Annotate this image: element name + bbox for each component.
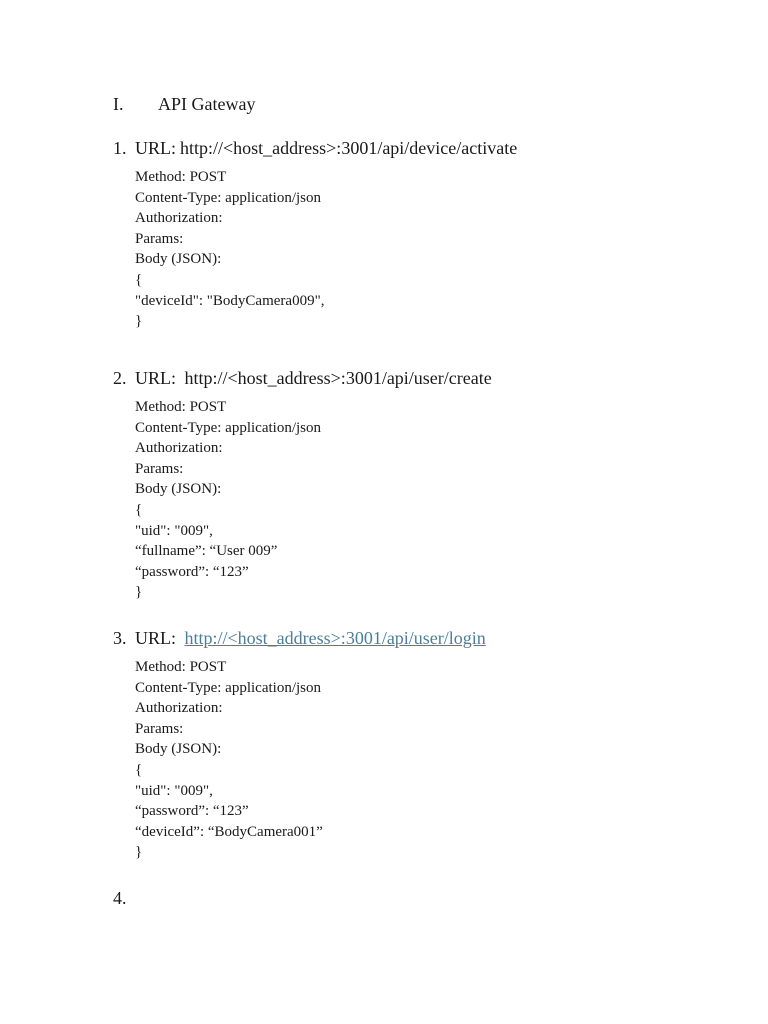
detail-line: Content-Type: application/json bbox=[135, 679, 321, 696]
detail-line: Body (JSON): bbox=[135, 251, 222, 268]
endpoint-item-1 bbox=[113, 137, 517, 332]
detail-line: “deviceId”: “BodyCamera001” bbox=[135, 823, 323, 840]
detail-line: “password”: “123” bbox=[135, 563, 249, 580]
detail-line: Method: POST bbox=[135, 399, 227, 415]
detail-line: Body (JSON): bbox=[135, 741, 222, 758]
detail-line: Params: bbox=[135, 230, 184, 247]
list-number: 2. bbox=[113, 368, 127, 388]
detail-line: } bbox=[135, 584, 143, 601]
endpoint-item-3 bbox=[113, 627, 486, 863]
detail-line: Authorization: bbox=[135, 440, 223, 457]
endpoint-url-line bbox=[113, 887, 135, 909]
endpoint-url: http://<host_address>:3001/api/user/create bbox=[184, 368, 492, 388]
detail-line: "uid": "009", bbox=[135, 522, 213, 539]
list-number: 3. bbox=[113, 628, 127, 648]
detail-line: Body (JSON): bbox=[135, 481, 222, 498]
detail-line: "uid": "009", bbox=[135, 782, 213, 799]
endpoint-item-4 bbox=[113, 887, 135, 909]
section-numeral: I. bbox=[113, 94, 124, 114]
detail-line: { bbox=[135, 271, 143, 288]
detail-line: { bbox=[135, 501, 143, 518]
url-label: URL: bbox=[135, 368, 181, 388]
detail-line: “password”: “123” bbox=[135, 803, 249, 820]
detail-line: Params: bbox=[135, 460, 184, 477]
detail-line: Content-Type: application/json bbox=[135, 419, 321, 436]
endpoint-url-line bbox=[113, 367, 492, 389]
url-label: URL: bbox=[135, 138, 177, 158]
endpoint-details bbox=[135, 657, 486, 863]
list-number: 1. bbox=[113, 138, 127, 158]
endpoint-url-link[interactable]: http://<host_address>:3001/api/user/login bbox=[184, 628, 486, 648]
url-label: URL: bbox=[135, 628, 181, 648]
detail-line: } bbox=[135, 844, 143, 861]
list-number: 4. bbox=[113, 888, 127, 908]
detail-line: “fullname”: “User 009” bbox=[135, 543, 278, 560]
detail-line: Content-Type: application/json bbox=[135, 189, 321, 206]
endpoint-item-2 bbox=[113, 367, 492, 603]
detail-line: Method: POST bbox=[135, 659, 227, 675]
endpoint-url-line bbox=[113, 627, 486, 649]
detail-line: Method: POST bbox=[135, 169, 227, 185]
section-heading bbox=[113, 93, 255, 115]
detail-line: Params: bbox=[135, 720, 184, 737]
endpoint-url-line bbox=[113, 137, 517, 159]
detail-line: { bbox=[135, 761, 143, 778]
section-title: API Gateway bbox=[158, 94, 256, 114]
detail-line: Authorization: bbox=[135, 700, 223, 717]
detail-line: Authorization: bbox=[135, 210, 223, 227]
detail-line: "deviceId": "BodyCamera009", bbox=[135, 292, 325, 309]
endpoint-details bbox=[135, 397, 492, 603]
endpoint-url: http://<host_address>:3001/api/device/activate bbox=[180, 138, 518, 158]
detail-line: } bbox=[135, 313, 143, 330]
endpoint-details bbox=[135, 167, 517, 332]
